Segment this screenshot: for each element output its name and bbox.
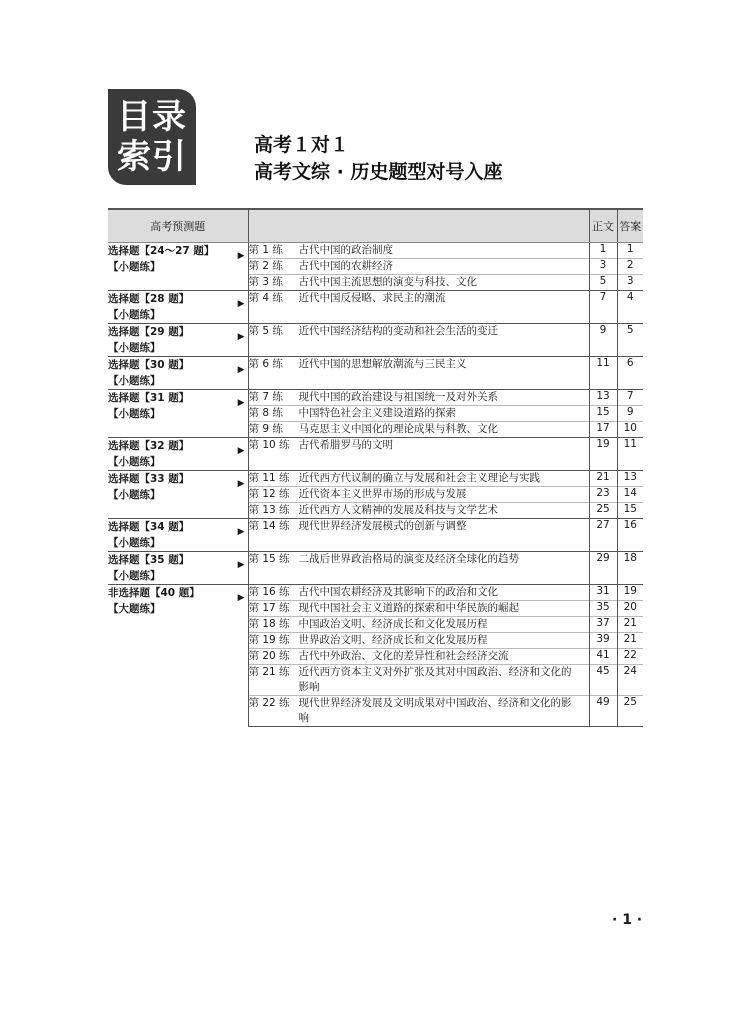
table-row — [108, 324, 643, 357]
header-main-page: 正文 — [589, 209, 617, 243]
lesson-number: 第 14 练 — [248, 520, 290, 532]
main-page-number: 7 — [589, 291, 617, 324]
category-cell — [108, 357, 248, 390]
answer-page-number: 15 — [617, 503, 643, 519]
triangle-right-icon: ▶ — [237, 593, 245, 603]
answer-page-number: 14 — [617, 487, 643, 503]
answer-page-number: 25 — [617, 696, 643, 727]
category-sub-label: 【小题练】 — [108, 456, 161, 468]
lesson-cell — [248, 665, 589, 696]
main-page-number: 27 — [589, 519, 617, 552]
answer-page-number: 22 — [617, 649, 643, 665]
toc-table — [108, 208, 643, 727]
lesson-number: 第 4 练 — [248, 292, 283, 304]
lesson-number: 第 1 练 — [248, 244, 283, 256]
lesson-title: 古代中国的政治制度 — [298, 244, 393, 256]
answer-page-number: 21 — [617, 617, 643, 633]
main-page-number: 21 — [589, 471, 617, 487]
lesson-cell — [248, 519, 589, 552]
main-page-number: 11 — [589, 357, 617, 390]
main-page-number: 23 — [589, 487, 617, 503]
category-label: 选择题【33 题】 — [108, 473, 190, 485]
triangle-right-icon: ▶ — [237, 299, 245, 309]
main-page-number: 19 — [589, 438, 617, 471]
lesson-cell — [248, 487, 589, 503]
main-page-number: 45 — [589, 665, 617, 696]
lesson-title: 现代中国社会主义道路的探索和中华民族的崛起 — [298, 602, 519, 614]
lesson-number: 第 12 练 — [248, 488, 290, 500]
lesson-number: 第 6 练 — [248, 358, 283, 370]
lesson-title: 古代中国农耕经济及其影响下的政治和文化 — [298, 586, 498, 598]
lesson-title: 近代中国的思想解放潮流与三民主义 — [298, 358, 467, 370]
main-page-number: 1 — [589, 243, 617, 259]
main-page-number: 35 — [589, 601, 617, 617]
triangle-right-icon: ▶ — [237, 446, 245, 456]
category-label: 选择题【28 题】 — [108, 293, 190, 305]
category-label: 选择题【34 题】 — [108, 521, 190, 533]
answer-page-number: 19 — [617, 585, 643, 601]
lesson-cell — [248, 406, 589, 422]
header-category: 高考预测题 — [108, 209, 248, 243]
page-heading — [254, 132, 502, 186]
answer-page-number: 11 — [617, 438, 643, 471]
main-page-number: 39 — [589, 633, 617, 649]
heading-line-2: 高考文综 · 历史题型对号入座 — [254, 161, 503, 183]
toc-header-row — [108, 209, 643, 243]
header-answer-page: 答案 — [617, 209, 643, 243]
main-page-number: 15 — [589, 406, 617, 422]
category-sub-label: 【小题练】 — [108, 342, 161, 354]
main-page-number: 5 — [589, 275, 617, 291]
badge-line-1: 目录 — [117, 97, 187, 137]
lesson-title: 近代西方资本主义对外扩张及其对中国政治、经济和文化的影响 — [298, 666, 572, 693]
lesson-number: 第 10 练 — [248, 439, 290, 451]
lesson-number: 第 16 练 — [248, 586, 290, 598]
triangle-right-icon: ▶ — [237, 365, 245, 375]
main-page-number: 13 — [589, 390, 617, 406]
lesson-cell — [248, 471, 589, 487]
lesson-title: 中国政治文明、经济成长和文化发展历程 — [298, 618, 488, 630]
category-cell — [108, 519, 248, 552]
category-sub-label: 【大题练】 — [108, 603, 161, 615]
toc-body — [108, 243, 643, 727]
answer-page-number: 6 — [617, 357, 643, 390]
main-page-number: 31 — [589, 585, 617, 601]
lesson-cell — [248, 633, 589, 649]
triangle-right-icon: ▶ — [237, 398, 245, 408]
answer-page-number: 21 — [617, 633, 643, 649]
lesson-cell — [248, 357, 589, 390]
category-sub-label: 【小题练】 — [108, 309, 161, 321]
triangle-right-icon: ▶ — [237, 479, 245, 489]
heading-line-1: 高考１对１ — [254, 134, 350, 156]
lesson-title: 中国特色社会主义建设道路的探索 — [298, 407, 456, 419]
category-label: 选择题【29 题】 — [108, 326, 190, 338]
category-label: 选择题【32 题】 — [108, 440, 190, 452]
category-cell — [108, 324, 248, 357]
category-label: 选择题【35 题】 — [108, 554, 190, 566]
lesson-cell — [248, 503, 589, 519]
answer-page-number: 20 — [617, 601, 643, 617]
category-cell — [108, 291, 248, 324]
category-sub-label: 【小题练】 — [108, 261, 161, 273]
category-cell — [108, 552, 248, 585]
lesson-title: 马克思主义中国化的理论成果与科教、文化 — [298, 423, 498, 435]
category-sub-label: 【小题练】 — [108, 570, 161, 582]
main-page-number: 29 — [589, 552, 617, 585]
triangle-right-icon: ▶ — [237, 560, 245, 570]
lesson-number: 第 9 练 — [248, 423, 283, 435]
lesson-cell — [248, 291, 589, 324]
table-row — [108, 291, 643, 324]
table-row — [108, 390, 643, 406]
triangle-right-icon: ▶ — [237, 251, 245, 261]
category-label: 选择题【30 题】 — [108, 359, 190, 371]
lesson-title: 近代中国反侵略、求民主的潮流 — [298, 292, 446, 304]
lesson-number: 第 13 练 — [248, 504, 290, 516]
lesson-cell — [248, 617, 589, 633]
lesson-cell — [248, 438, 589, 471]
answer-page-number: 7 — [617, 390, 643, 406]
category-label: 选择题【31 题】 — [108, 392, 190, 404]
lesson-number: 第 18 练 — [248, 618, 290, 630]
lesson-number: 第 7 练 — [248, 391, 283, 403]
lesson-cell — [248, 259, 589, 275]
main-page-number: 3 — [589, 259, 617, 275]
table-row — [108, 438, 643, 471]
table-row — [108, 552, 643, 585]
answer-page-number: 24 — [617, 665, 643, 696]
main-page-number: 49 — [589, 696, 617, 727]
lesson-title: 古代中外政治、文化的差异性和社会经济交流 — [298, 650, 509, 662]
lesson-cell — [248, 696, 589, 727]
lesson-number: 第 15 练 — [248, 553, 290, 565]
lesson-cell — [248, 275, 589, 291]
answer-page-number: 18 — [617, 552, 643, 585]
header-lesson — [248, 209, 589, 243]
lesson-cell — [248, 649, 589, 665]
lesson-cell — [248, 601, 589, 617]
category-cell — [108, 390, 248, 438]
lesson-number: 第 22 练 — [248, 697, 290, 709]
lesson-number: 第 19 练 — [248, 634, 290, 646]
answer-page-number: 13 — [617, 471, 643, 487]
lesson-title: 现代世界经济发展及文明成果对中国政治、经济和文化的影响 — [298, 697, 572, 724]
category-sub-label: 【小题练】 — [108, 537, 161, 549]
category-cell — [108, 585, 248, 727]
answer-page-number: 10 — [617, 422, 643, 438]
lesson-cell — [248, 243, 589, 259]
page-number: · 1 · — [612, 912, 643, 928]
answer-page-number: 4 — [617, 291, 643, 324]
answer-page-number: 16 — [617, 519, 643, 552]
answer-page-number: 5 — [617, 324, 643, 357]
table-row — [108, 471, 643, 487]
answer-page-number: 9 — [617, 406, 643, 422]
lesson-cell — [248, 585, 589, 601]
toc-badge — [108, 89, 196, 185]
answer-page-number: 3 — [617, 275, 643, 291]
lesson-title: 古代希腊罗马的文明 — [298, 439, 393, 451]
main-page-number: 25 — [589, 503, 617, 519]
answer-page-number: 1 — [617, 243, 643, 259]
main-page-number: 17 — [589, 422, 617, 438]
lesson-title: 二战后世界政治格局的演变及经济全球化的趋势 — [298, 553, 519, 565]
lesson-title: 近代资本主义世界市场的形成与发展 — [298, 488, 467, 500]
category-cell — [108, 438, 248, 471]
lesson-number: 第 8 练 — [248, 407, 283, 419]
badge-line-2: 索引 — [117, 137, 187, 177]
main-page-number: 41 — [589, 649, 617, 665]
lesson-number: 第 17 练 — [248, 602, 290, 614]
lesson-number: 第 21 练 — [248, 666, 290, 678]
lesson-title: 现代中国的政治建设与祖国统一及对外关系 — [298, 391, 498, 403]
category-sub-label: 【小题练】 — [108, 375, 161, 387]
answer-page-number: 2 — [617, 259, 643, 275]
lesson-cell — [248, 390, 589, 406]
lesson-number: 第 20 练 — [248, 650, 290, 662]
triangle-right-icon: ▶ — [237, 527, 245, 537]
table-row — [108, 243, 643, 259]
lesson-title: 古代中国主流思想的演变与科技、文化 — [298, 276, 477, 288]
main-page-number: 37 — [589, 617, 617, 633]
main-page-number: 9 — [589, 324, 617, 357]
category-label: 选择题【24～27 题】 — [108, 245, 215, 257]
table-row — [108, 585, 643, 601]
lesson-number: 第 3 练 — [248, 276, 283, 288]
table-row — [108, 357, 643, 390]
lesson-title: 现代世界经济发展模式的创新与调整 — [298, 520, 467, 532]
lesson-title: 近代中国经济结构的变动和社会生活的变迁 — [298, 325, 498, 337]
category-cell — [108, 471, 248, 519]
table-row — [108, 519, 643, 552]
lesson-number: 第 2 练 — [248, 260, 283, 272]
triangle-right-icon: ▶ — [237, 332, 245, 342]
lesson-number: 第 11 练 — [248, 472, 290, 484]
category-label: 非选择题【40 题】 — [108, 587, 200, 599]
lesson-cell — [248, 422, 589, 438]
lesson-title: 世界政治文明、经济成长和文化发展历程 — [298, 634, 488, 646]
lesson-cell — [248, 324, 589, 357]
category-sub-label: 【小题练】 — [108, 408, 161, 420]
lesson-cell — [248, 552, 589, 585]
lesson-number: 第 5 练 — [248, 325, 283, 337]
lesson-title: 近代西方人文精神的发展及科技与文学艺术 — [298, 504, 498, 516]
lesson-title: 古代中国的农耕经济 — [298, 260, 393, 272]
lesson-title: 近代西方代议制的确立与发展和社会主义理论与实践 — [298, 472, 540, 484]
category-sub-label: 【小题练】 — [108, 489, 161, 501]
category-cell — [108, 243, 248, 291]
